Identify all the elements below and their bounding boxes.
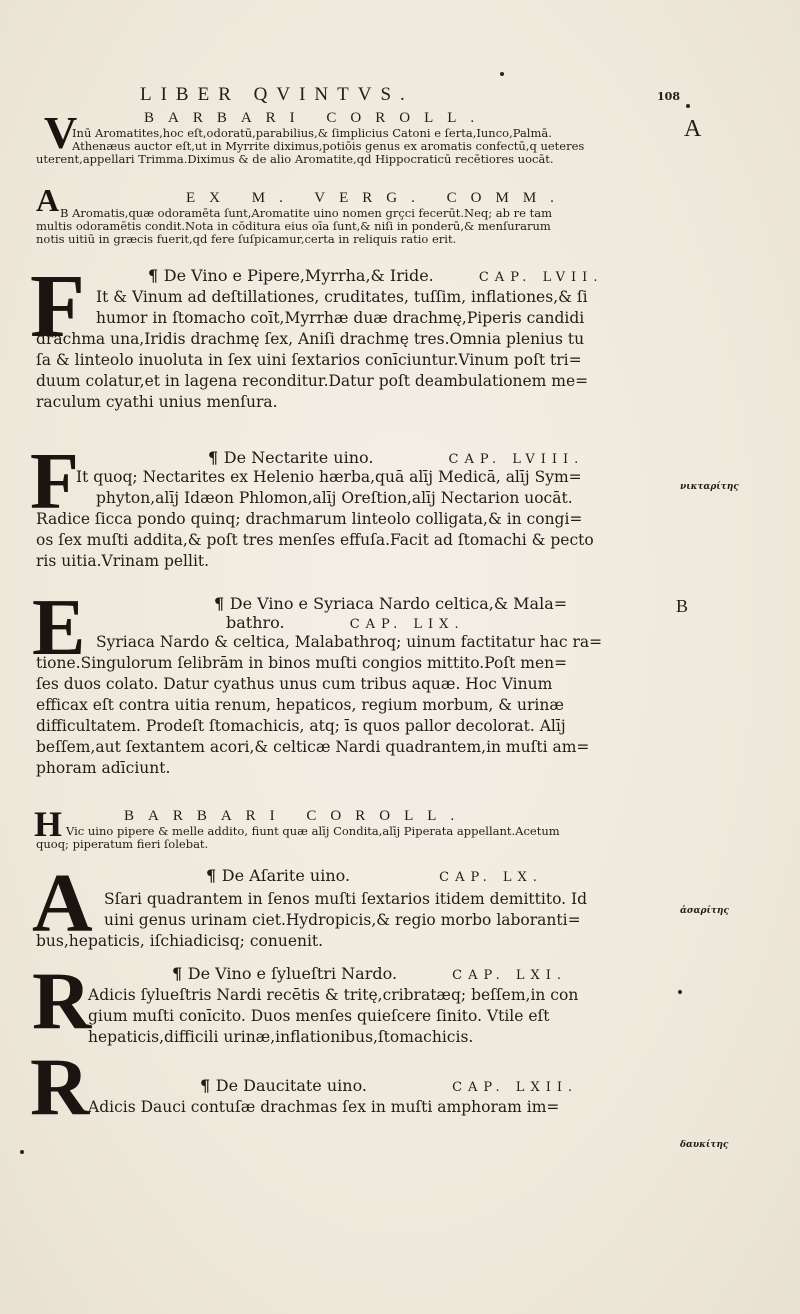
text-line: It & Vinum ad deſtillationes, cruditates, tuſſim, inflationes,& ſi (96, 288, 588, 306)
section-heading: BARBARI COROLL. (124, 808, 469, 824)
chapter-title: De Vino e ſylueſtri Nardo. (187, 964, 398, 983)
drop-capital: F (30, 438, 79, 526)
chapter-title: De Nectarite uino. (223, 448, 374, 467)
text-line: uterent,appellari Trimma.Diximus & de alio Aromatite,qd Hippocraticū recētiores uocāt. (36, 153, 554, 166)
text-line: Radice ſicca pondo quinq; drachmarum linteolo colligata,& in congi= (36, 510, 583, 528)
text-line: quoq; piperatum fieri ſolebat. (36, 838, 209, 851)
drop-capital: F (30, 257, 85, 356)
chapter-number: CAP. LXI. (452, 968, 567, 983)
text-line: efficax eſt contra uitia renum, hepaticos, regium morbum, & urinæ (36, 696, 564, 714)
text-line: Inū Aromatites,hoc eſt,odoratū,parabilius,& ſimplicius Catoni e ſerta,Iunco,Palmā. (72, 127, 552, 140)
chapter-number: CAP. LVIII. (448, 452, 585, 467)
folio-number: 108 (657, 90, 680, 103)
text-line: hepaticis,difficili urinæ,inflationibus,ſtomachicis. (88, 1028, 474, 1046)
text-line: It quoq; Nectarites ex Helenio hærba,quā alīj Medicā, alīj Sym= (76, 468, 582, 486)
drop-capital: R (32, 955, 92, 1046)
text-line: Adicis Dauci contuſæ drachmas ſex in muſti amphoram im= (88, 1098, 560, 1116)
chapter-number: CAP. LXII. (452, 1080, 579, 1095)
text-line: ſa & linteolo inuoluta in ſex uini ſextarios conīciuntur.Vinum poſt tri= (36, 351, 582, 369)
text-line: difficultatem. Prodeſt ſtomachicis, atq; īs quos pallor decolorat. Alīj (36, 717, 566, 735)
text-line: raculum cyathi unius menſura. (36, 393, 278, 411)
text-line: ſes duos colato. Datur cyathus unus cum tribus aquæ. Hoc Vinum (36, 675, 553, 693)
chapter-heading: ¶ De Vino e Syriaca Nardo celtica,& Mala= (214, 594, 568, 613)
drop-capital: H (34, 804, 63, 844)
chapter-heading-cont (36, 613, 666, 632)
section-barbari-1 (36, 107, 666, 166)
chapter-heading (36, 448, 666, 467)
chapter-title: De Daucitate uino. (215, 1076, 367, 1095)
margin-greek-note: ἀσαρίτης (680, 906, 729, 916)
chapter-heading (36, 964, 666, 983)
text-line: uini genus urinam ciet.Hydropicis,& regio morbo laboranti= (104, 911, 581, 929)
ink-speck (20, 1150, 24, 1154)
ink-speck (686, 104, 690, 108)
text-line: duum colatur,et in lagena reconditur.Datur poſt deambulationem me= (36, 372, 589, 390)
chapter-heading (36, 266, 666, 285)
text-line: gium muſti conīcito. Duos menſes quieſcere ſinito. Vtile eſt (88, 1007, 550, 1025)
margin-letter-a: A (684, 116, 702, 142)
pilcrow-mark: ¶ (172, 964, 188, 983)
text-line: phoram adīciunt. (36, 759, 171, 777)
chapter-title: De Vino e Pipere,Myrrha,& Iride. (163, 266, 434, 285)
pilcrow-mark: ¶ (206, 866, 222, 885)
chapter-heading (36, 1076, 666, 1095)
ink-speck (678, 990, 682, 994)
drop-capital: A (36, 182, 60, 218)
drop-capital: A (32, 857, 93, 950)
drop-capital: E (32, 584, 86, 672)
running-title: LIBER QVINTVS. (140, 84, 414, 105)
drop-capital: V (44, 107, 78, 158)
pilcrow-mark: ¶ (200, 1076, 216, 1095)
chapter-60 (36, 866, 666, 952)
text-line: beſſem,aut ſextantem acori,& celticæ Nardi quadrantem,in muſti am= (36, 738, 590, 756)
ink-speck (500, 72, 504, 76)
chapter-heading (36, 866, 666, 885)
chapter-61 (36, 964, 666, 1048)
running-header (140, 84, 680, 110)
section-heading: EX M. VERG. COMM. (186, 190, 568, 206)
text-line: humor in ſtomacho coīt,Myrrhæ duæ drachmę,Piperis candidi (96, 309, 585, 327)
text-line: notis uitiū in græcis fuerit,qd fere ſuſpicamur,certa in reliquis ratio erit. (36, 233, 457, 246)
text-line: Syriaca Nardo & celtica, Malabathroq; uinum factitatur hac ra= (96, 633, 603, 651)
text-line: bus,hepaticis, iſchiadicisq; conuenit. (36, 932, 324, 950)
text-line: B Aromatis,quæ odoramēta ſunt,Aromatite uino nomen grçci fecerūt.Neq; ab re tam (60, 207, 553, 220)
pilcrow-mark: ¶ (214, 594, 230, 613)
chapter-59 (36, 594, 666, 779)
chapter-number: CAP. LVII. (478, 270, 604, 285)
text-line: ris uitia.Vrinam pellit. (36, 552, 210, 570)
pilcrow-mark: ¶ (148, 266, 164, 285)
chapter-58 (36, 448, 666, 572)
text-line: os ſex muſti addita,& poſt tres menſes effuſa.Facit ad ſtomachi & pecto (36, 531, 594, 549)
margin-greek-note: νικταρίτης (680, 482, 739, 492)
text-line: Athenæus auctor eſt,ut in Myrrite diximus,potiōis genus ex aromatis confectū,q ueteres (72, 140, 585, 153)
text-line: phyton,alīj Idæon Phlomon,alīj Oreſtion,alīj Nectarion uocāt. (96, 489, 573, 507)
chapter-title: De Aſarite uino. (221, 866, 351, 885)
text-line: multis odoramētis condit.Nota in cōditura eius oīa ſunt,& niſi in ponderū,& menſurarum (36, 220, 551, 233)
text-line: drachma una,Iridis drachmę ſex, Aniſi drachmę tres.Omnia plenius tu (36, 330, 585, 348)
chapter-title-cont: bathro. (226, 613, 285, 632)
section-vergilius (36, 190, 666, 246)
text-line: tione.Singulorum ſelibrām in binos muſti congios mittito.Poſt men= (36, 654, 568, 672)
margin-letter-b: B (676, 596, 689, 616)
chapter-62 (36, 1076, 666, 1118)
section-heading: BARBARI COROLL. (144, 110, 489, 126)
margin-greek-note: δαυκίτης (680, 1140, 729, 1150)
chapter-number: CAP. LX. (439, 870, 543, 885)
text-line: Vic uino pipere & melle addito, fiunt quæ alīj Condita,alīj Piperata appellant.Acetum (66, 825, 560, 838)
pilcrow-mark: ¶ (208, 448, 224, 467)
text-line: Sſari quadrantem in ſenos muſti ſextarios itidem demittito. Id (104, 890, 588, 908)
chapter-57 (36, 266, 666, 413)
section-barbari-2 (34, 804, 666, 851)
chapter-number: CAP. LIX. (349, 617, 465, 632)
text-line: Adicis ſylueſtris Nardi recētis & tritę,cribratæq; beſſem,in con (88, 986, 579, 1004)
drop-capital: R (30, 1041, 90, 1132)
